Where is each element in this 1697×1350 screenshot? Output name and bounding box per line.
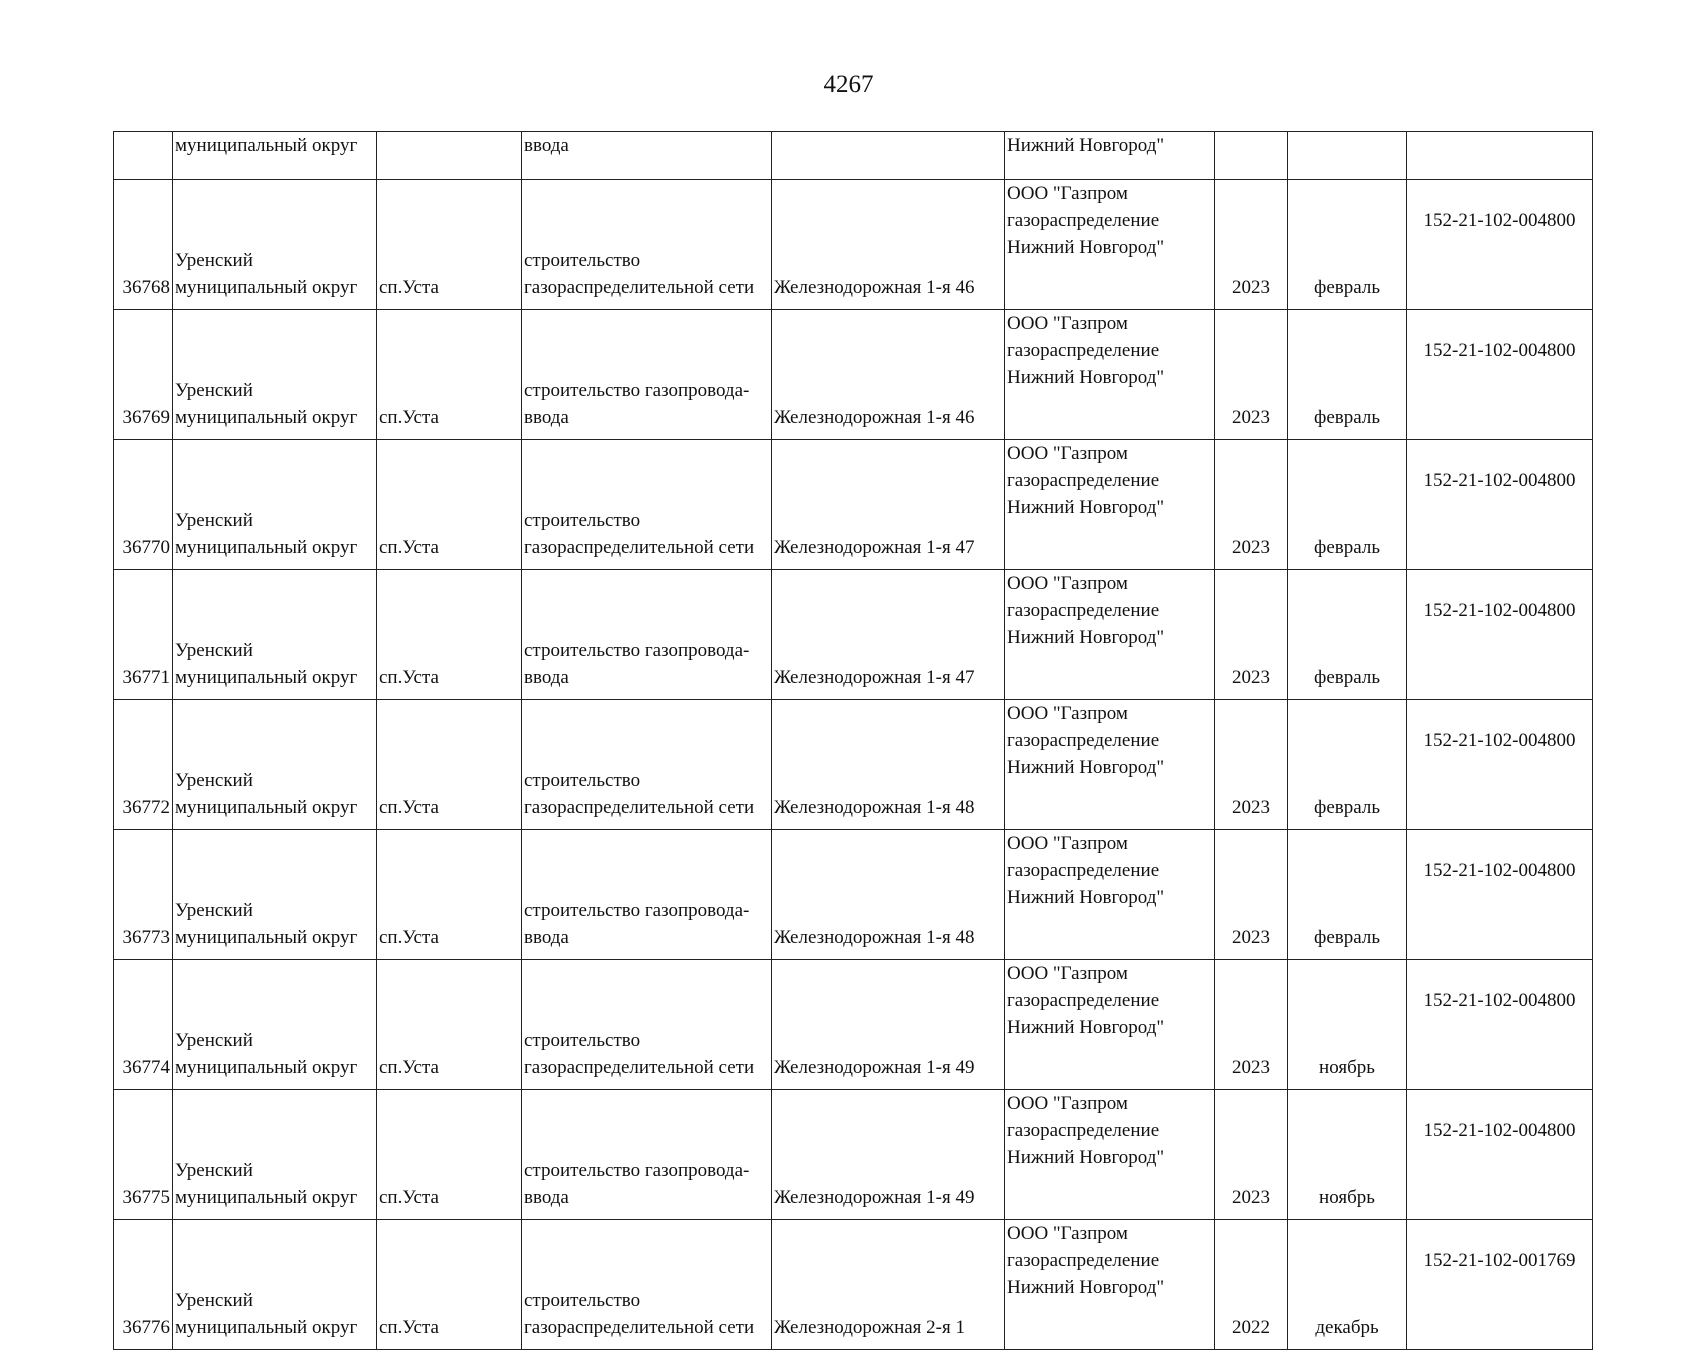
- work-line: ввода: [524, 667, 569, 688]
- org-line: ООО "Газпром: [1007, 963, 1128, 984]
- org-line: газораспределение: [1007, 1120, 1160, 1141]
- cell-district: [173, 570, 377, 700]
- cell-settlement: [377, 440, 522, 570]
- org-line: Нижний Новгород": [1007, 1017, 1165, 1038]
- cell-district: [173, 700, 377, 830]
- cell-month: [1288, 310, 1407, 440]
- table-row: [114, 830, 1593, 960]
- month-text: февраль: [1314, 407, 1380, 428]
- cell-settlement: [377, 700, 522, 830]
- settlement-text: сп.Уста: [379, 537, 439, 558]
- work-line: строительство: [524, 1030, 641, 1051]
- cell-code: [1407, 440, 1593, 570]
- year-text: 2023: [1232, 797, 1270, 818]
- table-row: [114, 180, 1593, 310]
- district-line: Уренский: [175, 250, 253, 271]
- work-line: ввода: [524, 407, 569, 428]
- cell-settlement: [377, 1220, 522, 1350]
- cell-district: [173, 180, 377, 310]
- cell-month: [1288, 1220, 1407, 1350]
- cell-address: [772, 132, 1005, 180]
- org-line: газораспределение: [1007, 990, 1160, 1011]
- settlement-text: сп.Уста: [379, 1057, 439, 1078]
- cell-code: [1407, 1220, 1593, 1350]
- cell-year: [1215, 570, 1288, 700]
- table-row: [114, 570, 1593, 700]
- cell-code: [1407, 180, 1593, 310]
- cell-address: [772, 830, 1005, 960]
- cell-org: [1005, 700, 1215, 830]
- cell-year: [1215, 1090, 1288, 1220]
- cell-num: [114, 440, 173, 570]
- cell-code: [1407, 700, 1593, 830]
- cell-code: [1407, 310, 1593, 440]
- year-text: 2023: [1232, 667, 1270, 688]
- year-text: 2023: [1232, 1187, 1270, 1208]
- month-text: декабрь: [1315, 1317, 1379, 1338]
- cell-address: [772, 700, 1005, 830]
- year-text: 2022: [1232, 1317, 1270, 1338]
- org-line: Нижний Новгород": [1007, 757, 1165, 778]
- cell-work: [522, 180, 772, 310]
- cell-num: [114, 830, 173, 960]
- org-line: Нижний Новгород": [1007, 887, 1165, 908]
- continuation-row: [114, 132, 1593, 180]
- row-number: 36771: [122, 667, 170, 688]
- address-text: Железнодорожная 1-я 47: [774, 537, 975, 558]
- month-text: февраль: [1314, 667, 1380, 688]
- address-text: Железнодорожная 2-я 1: [774, 1317, 965, 1338]
- work-line: строительство газопровода-: [524, 900, 750, 921]
- org-line: Нижний Новгород": [1007, 367, 1165, 388]
- cell-settlement: [377, 310, 522, 440]
- work-line: строительство газопровода-: [524, 1160, 750, 1181]
- cell-address: [772, 960, 1005, 1090]
- cell-address: [772, 180, 1005, 310]
- cell-month: [1288, 180, 1407, 310]
- cell-num: [114, 700, 173, 830]
- cell-year: [1215, 310, 1288, 440]
- cell-code: [1407, 960, 1593, 1090]
- cell-num: [114, 1090, 173, 1220]
- cell-work: [522, 1090, 772, 1220]
- table-row: [114, 1090, 1593, 1220]
- year-text: 2023: [1232, 1057, 1270, 1078]
- work-line: ввода: [524, 1187, 569, 1208]
- settlement-text: сп.Уста: [379, 927, 439, 948]
- address-text: Железнодорожная 1-я 48: [774, 927, 975, 948]
- cell-address: [772, 1220, 1005, 1350]
- cell-work: [522, 960, 772, 1090]
- district-line: Уренский: [175, 640, 253, 661]
- cell-month: [1288, 700, 1407, 830]
- month-text: февраль: [1314, 537, 1380, 558]
- work-line: газораспределительной сети: [524, 797, 755, 818]
- row-number: 36772: [122, 797, 170, 818]
- code-text: 152-21-102-004800: [1423, 210, 1576, 231]
- code-text: 152-21-102-004800: [1423, 730, 1576, 751]
- month-text: февраль: [1314, 277, 1380, 298]
- district-line: муниципальный округ: [175, 797, 358, 818]
- org-line: ООО "Газпром: [1007, 1093, 1128, 1114]
- code-text: 152-21-102-004800: [1423, 340, 1576, 361]
- year-text: 2023: [1232, 927, 1270, 948]
- address-text: Железнодорожная 1-я 46: [774, 277, 975, 298]
- code-text: 152-21-102-004800: [1423, 1120, 1576, 1141]
- cell-org: [1005, 310, 1215, 440]
- cell-district: [173, 1220, 377, 1350]
- org-line: газораспределение: [1007, 340, 1160, 361]
- work-line: строительство: [524, 250, 641, 271]
- cell-district: [173, 310, 377, 440]
- cell-month: [1288, 440, 1407, 570]
- month-text: ноябрь: [1319, 1057, 1375, 1078]
- district-line: муниципальный округ: [175, 407, 358, 428]
- org-line: ООО "Газпром: [1007, 313, 1128, 334]
- cell-address: [772, 310, 1005, 440]
- district-line: муниципальный округ: [175, 927, 358, 948]
- district-line: муниципальный округ: [175, 537, 358, 558]
- year-text: 2023: [1232, 537, 1270, 558]
- cell-month: [1288, 960, 1407, 1090]
- row-number: 36774: [122, 1057, 170, 1078]
- row-number: 36776: [122, 1317, 170, 1338]
- cell-address: [772, 570, 1005, 700]
- month-text: февраль: [1314, 797, 1380, 818]
- cell-code: [1407, 570, 1593, 700]
- org-line: газораспределение: [1007, 600, 1160, 621]
- district-line: Уренский: [175, 900, 253, 921]
- cell-work: [522, 440, 772, 570]
- code-text: 152-21-102-004800: [1423, 470, 1576, 491]
- cell-month: [1288, 1090, 1407, 1220]
- month-text: ноябрь: [1319, 1187, 1375, 1208]
- cell-year: [1215, 180, 1288, 310]
- work-line: газораспределительной сети: [524, 1317, 755, 1338]
- cell-address: [772, 1090, 1005, 1220]
- work-line: строительство газопровода-: [524, 640, 750, 661]
- org-line: ООО "Газпром: [1007, 833, 1128, 854]
- org-line: ООО "Газпром: [1007, 703, 1128, 724]
- work-line: газораспределительной сети: [524, 277, 755, 298]
- district-line: Уренский: [175, 380, 253, 401]
- district-line: Уренский: [175, 1290, 253, 1311]
- cell-work: [522, 1220, 772, 1350]
- cell-work: [522, 830, 772, 960]
- cell-district: [173, 1090, 377, 1220]
- cell-org: [1005, 1090, 1215, 1220]
- work-line: строительство газопровода-: [524, 380, 750, 401]
- org-line: газораспределение: [1007, 470, 1160, 491]
- page-number: 4267: [823, 71, 874, 98]
- cell-month: [1288, 132, 1407, 180]
- settlement-text: сп.Уста: [379, 407, 439, 428]
- row-number: 36773: [122, 927, 170, 948]
- table-row: [114, 1220, 1593, 1350]
- code-text: 152-21-102-004800: [1423, 990, 1576, 1011]
- cell-org: [1005, 570, 1215, 700]
- row-number: 36769: [122, 407, 170, 428]
- row-number: 36768: [122, 277, 170, 298]
- code-text: 152-21-102-004800: [1423, 600, 1576, 621]
- cell-work: ввода: [522, 132, 772, 180]
- table-row: [114, 440, 1593, 570]
- org-line: Нижний Новгород": [1007, 237, 1165, 258]
- cell-org: [1005, 440, 1215, 570]
- cell-org: [1005, 1220, 1215, 1350]
- registry-table: [113, 131, 1593, 1350]
- org-line: ООО "Газпром: [1007, 443, 1128, 464]
- table-body: [114, 132, 1593, 1350]
- year-text: 2023: [1232, 277, 1270, 298]
- work-line: газораспределительной сети: [524, 537, 755, 558]
- cell-settlement: [377, 180, 522, 310]
- district-line: муниципальный округ: [175, 1187, 358, 1208]
- district-line: Уренский: [175, 1030, 253, 1051]
- cell-address: [772, 440, 1005, 570]
- cell-code: [1407, 132, 1593, 180]
- code-text: 152-21-102-004800: [1423, 860, 1576, 881]
- settlement-text: сп.Уста: [379, 797, 439, 818]
- month-text: февраль: [1314, 927, 1380, 948]
- work-line: газораспределительной сети: [524, 1057, 755, 1078]
- org-line: газораспределение: [1007, 730, 1160, 751]
- cell-year: [1215, 1220, 1288, 1350]
- cell-code: [1407, 830, 1593, 960]
- cell-district: [173, 440, 377, 570]
- cell-num: [114, 132, 173, 180]
- cell-num: [114, 1220, 173, 1350]
- row-number: 36775: [122, 1187, 170, 1208]
- work-line: ввода: [524, 927, 569, 948]
- cell-num: [114, 310, 173, 440]
- cell-year: [1215, 960, 1288, 1090]
- address-text: Железнодорожная 1-я 47: [774, 667, 975, 688]
- work-line: строительство: [524, 770, 641, 791]
- settlement-text: сп.Уста: [379, 667, 439, 688]
- district-line: Уренский: [175, 510, 253, 531]
- row-number: 36770: [122, 537, 170, 558]
- year-text: 2023: [1232, 407, 1270, 428]
- cell-num: [114, 960, 173, 1090]
- cell-org: [1005, 830, 1215, 960]
- org-line: Нижний Новгород": [1007, 627, 1165, 648]
- district-line: муниципальный округ: [175, 667, 358, 688]
- cell-num: [114, 180, 173, 310]
- cell-year: [1215, 700, 1288, 830]
- work-line: строительство: [524, 510, 641, 531]
- org-line: ООО "Газпром: [1007, 1223, 1128, 1244]
- org-line: ООО "Газпром: [1007, 183, 1128, 204]
- cell-district: [173, 960, 377, 1090]
- address-text: Железнодорожная 1-я 49: [774, 1187, 975, 1208]
- cell-settlement: [377, 1090, 522, 1220]
- cell-month: [1288, 830, 1407, 960]
- district-line: Уренский: [175, 1160, 253, 1181]
- cell-org: [1005, 180, 1215, 310]
- cell-month: [1288, 570, 1407, 700]
- cell-settlement: [377, 132, 522, 180]
- table-row: [114, 700, 1593, 830]
- district-line: Уренский: [175, 770, 253, 791]
- cell-settlement: [377, 960, 522, 1090]
- org-line: Нижний Новгород": [1007, 1147, 1165, 1168]
- settlement-text: сп.Уста: [379, 1317, 439, 1338]
- cell-settlement: [377, 570, 522, 700]
- cell-work: [522, 570, 772, 700]
- district-line: муниципальный округ: [175, 277, 358, 298]
- cell-settlement: [377, 830, 522, 960]
- table-row: [114, 960, 1593, 1090]
- code-text: 152-21-102-001769: [1423, 1250, 1576, 1271]
- org-line: газораспределение: [1007, 210, 1160, 231]
- cell-work: [522, 310, 772, 440]
- org-line: Нижний Новгород": [1007, 497, 1165, 518]
- work-line: строительство: [524, 1290, 641, 1311]
- address-text: Железнодорожная 1-я 49: [774, 1057, 975, 1078]
- org-line: газораспределение: [1007, 860, 1160, 881]
- district-line: муниципальный округ: [175, 1057, 358, 1078]
- cell-district: муниципальный округ: [173, 132, 377, 180]
- cell-org: [1005, 960, 1215, 1090]
- org-line: ООО "Газпром: [1007, 573, 1128, 594]
- cell-org: Нижний Новгород": [1005, 132, 1215, 180]
- district-line: муниципальный округ: [175, 1317, 358, 1338]
- org-line: Нижний Новгород": [1007, 1277, 1165, 1298]
- cell-num: [114, 570, 173, 700]
- cell-year: [1215, 830, 1288, 960]
- cell-code: [1407, 1090, 1593, 1220]
- cell-year: [1215, 440, 1288, 570]
- table-row: [114, 310, 1593, 440]
- settlement-text: сп.Уста: [379, 1187, 439, 1208]
- address-text: Железнодорожная 1-я 48: [774, 797, 975, 818]
- settlement-text: сп.Уста: [379, 277, 439, 298]
- cell-work: [522, 700, 772, 830]
- address-text: Железнодорожная 1-я 46: [774, 407, 975, 428]
- cell-year: [1215, 132, 1288, 180]
- org-line: газораспределение: [1007, 1250, 1160, 1271]
- cell-district: [173, 830, 377, 960]
